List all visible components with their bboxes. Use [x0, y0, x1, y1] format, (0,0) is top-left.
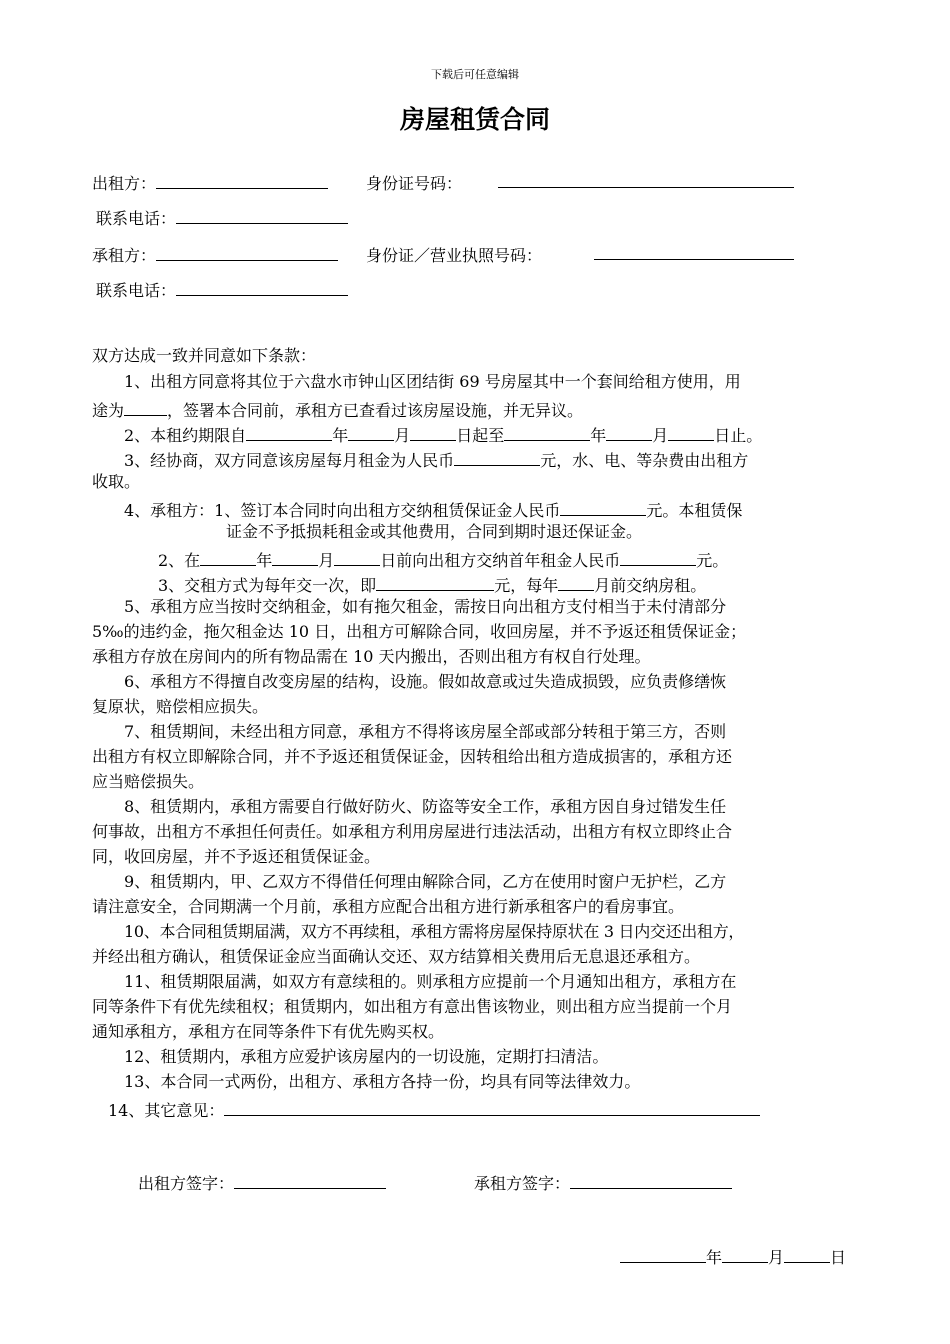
signing-date: 年 月 日: [620, 1246, 846, 1266]
clause-4-3: 3、交租方式为每年交一次，即 元，每年 月前交纳房租。: [158, 576, 707, 595]
clause-3-line-2: 收取。: [92, 472, 141, 491]
clause-4-2: 2、在 年 月 日前向出租方交纳首年租金人民币 元。: [158, 551, 729, 570]
lessor-phone-blank[interactable]: [176, 207, 348, 224]
first-pay-day-blank[interactable]: [334, 549, 380, 566]
annual-month-blank[interactable]: [558, 574, 594, 591]
clause-14: 14、其它意见：: [108, 1099, 760, 1119]
lessor-label: 出租方：: [92, 174, 157, 193]
clause-8-line-2: 何事故，出租方不承担任何责任。如承租方利用房屋进行违法活动，出租方有权立即终止合: [92, 822, 733, 841]
monthly-rent-blank[interactable]: [454, 449, 540, 466]
top-note: 下载后可任意编辑: [431, 68, 519, 81]
sign-year-blank[interactable]: [620, 1246, 706, 1263]
clause-12: 12、租赁期内，承租方应爱护该房屋内的一切设施，定期打扫清洁。: [124, 1047, 609, 1066]
lessor-phone-row: [96, 206, 348, 229]
clause-2: 2、本租约期限自 年 月 日起至 年 月 日止。: [124, 426, 763, 445]
clause-4-line-2: 证金不予抵损耗租金或其他费用，合同到期时退还保证金。: [226, 522, 643, 541]
lessee-phone-blank[interactable]: [176, 279, 348, 296]
end-month-blank[interactable]: [606, 424, 652, 441]
lessee-id-blank[interactable]: [594, 243, 794, 260]
start-year-blank[interactable]: [246, 424, 332, 441]
lessor-id-label: 身份证号码：: [366, 174, 463, 193]
lessor-name-blank[interactable]: [156, 172, 328, 189]
clause-6-line-1: 6、承租方不得擅自改变房屋的结构，设施。假如故意或过失造成损毁，应负责修缮恢: [124, 672, 727, 691]
first-pay-month-blank[interactable]: [272, 549, 318, 566]
clause-5-line-2: 5‰的违约金，拖欠租金达 10 日，出租方可解除合同，收回房屋，并不予返还租赁保证金；: [92, 622, 747, 641]
clause-4-line-1: 4、承租方：1、签订本合同时向出租方交纳租赁保证金人民币 元。本租赁保: [124, 501, 743, 520]
deposit-blank[interactable]: [560, 499, 646, 516]
clause-1-line-2: 途为 ，签署本合同前，承租方已查看过该房屋设施，并无异议。: [92, 401, 584, 420]
clause-9-line-2: 请注意安全，合同期满一个月前，承租方应配合出租方进行新承租客户的看房事宜。: [92, 897, 685, 916]
intro-text: 双方达成一致并同意如下条款：: [92, 346, 317, 365]
clause-13: 13、本合同一式两份，出租方、承租方各持一份，均具有同等法律效力。: [124, 1072, 641, 1091]
clause-7-line-1: 7、租赁期间，未经出租方同意，承租方不得将该房屋全部或部分转租于第三方，否则: [124, 722, 727, 741]
lessee-id-label: 身份证／营业执照号码：: [366, 246, 543, 265]
annual-amount-blank[interactable]: [376, 574, 494, 591]
page-title: 房屋租赁合同: [399, 105, 550, 134]
lessor-signature: 出租方签字：: [138, 1172, 386, 1192]
lessee-name-blank[interactable]: [156, 244, 338, 261]
first-year-rent-blank[interactable]: [620, 549, 696, 566]
clause-5-line-1: 5、承租方应当按时交纳租金，如有拖欠租金，需按日向出租方支付相当于未付清部分: [124, 597, 727, 616]
first-pay-year-blank[interactable]: [200, 549, 256, 566]
clause-8-line-1: 8、租赁期内，承租方需要自行做好防火、防盗等安全工作，承租方因自身过错发生任: [124, 797, 727, 816]
lessee-signature: 承租方签字：: [474, 1172, 732, 1192]
clause-7-line-2: 出租方有权立即解除合同，并不予返还租赁保证金，因转租给出租方造成损害的，承租方还: [92, 747, 733, 766]
sign-day-blank[interactable]: [784, 1246, 830, 1263]
clause-11-line-3: 通知承租方，承租方在同等条件下有优先购买权。: [92, 1022, 445, 1041]
clause-11-line-2: 同等条件下有优先续租权；租赁期内，如出租方有意出售该物业，则出租方应当提前一个月: [92, 997, 733, 1016]
lessee-label: 承租方：: [92, 246, 157, 265]
lessee-phone-label: 联系电话：: [96, 281, 177, 300]
clause-5-line-3: 承租方存放在房间内的所有物品需在 10 天内搬出，否则出租方有权自行处理。: [92, 647, 651, 666]
clause-8-line-3: 同，收回房屋，并不予返还租赁保证金。: [92, 847, 381, 866]
lessee-phone-row: [96, 278, 348, 301]
lessor-signature-blank[interactable]: [234, 1172, 386, 1189]
clause-10-line-2: 并经出租方确认，租赁保证金应当面确认交还、双方结算相关费用后无息退还承租方。: [92, 947, 701, 966]
clause-6-line-2: 复原状，赔偿相应损失。: [92, 697, 269, 716]
sign-month-blank[interactable]: [722, 1246, 768, 1263]
start-month-blank[interactable]: [348, 424, 394, 441]
clause-3-line-1: 3、经协商，双方同意该房屋每月租金为人民币 元，水、电、等杂费由出租方: [124, 451, 749, 470]
end-year-blank[interactable]: [504, 424, 590, 441]
lessee-signature-blank[interactable]: [570, 1172, 732, 1189]
clause-9-line-1: 9、租赁期内，甲、乙双方不得借任何理由解除合同，乙方在使用时窗户无护栏，乙方: [124, 872, 727, 891]
clause-1-line-1: 1、出租方同意将其位于六盘水市钟山区团结街 69 号房屋其中一个套间给租方使用，用: [124, 372, 741, 391]
start-day-blank[interactable]: [410, 424, 456, 441]
end-day-blank[interactable]: [668, 424, 714, 441]
usage-blank[interactable]: [124, 399, 167, 416]
clause-11-line-1: 11、租赁期限届满，如双方有意续租的。则承租方应提前一个月通知出租方，承租方在: [124, 972, 737, 991]
clause-10-line-1: 10、本合同租赁期届满，双方不再续租，承租方需将房屋保持原状在 3 日内交还出租方，: [124, 922, 745, 941]
other-opinions-blank[interactable]: [224, 1099, 760, 1116]
lessee-row: [92, 243, 338, 266]
lessor-row: [92, 171, 328, 194]
lessor-phone-label: 联系电话：: [96, 209, 177, 228]
clause-7-line-3: 应当赔偿损失。: [92, 772, 205, 791]
lessor-id-blank[interactable]: [498, 171, 794, 188]
